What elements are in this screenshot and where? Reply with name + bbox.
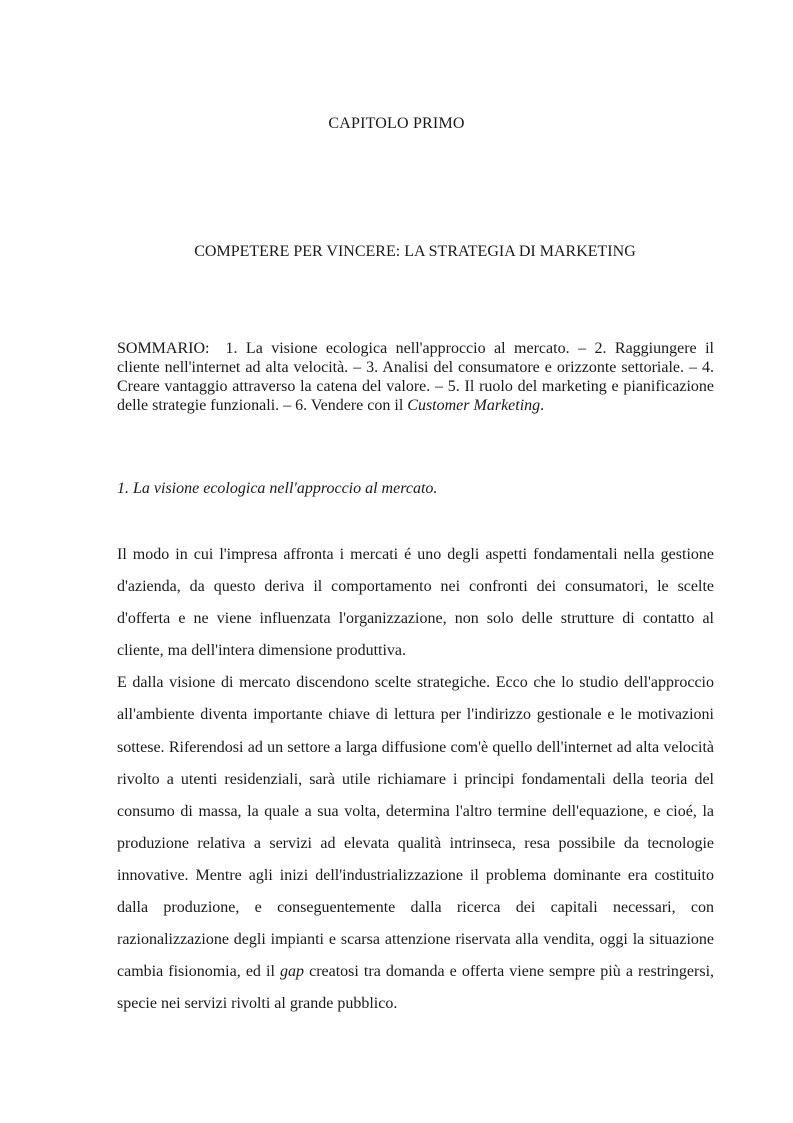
- section-heading: 1. La visione ecologica nell'approccio al mercato.: [117, 480, 438, 497]
- body-paragraph-2-text: E dalla visione di mercato discendono scelte strategiche. Ecco che lo studio dell'approccio all'ambiente diventa importante chiave di lettura per l'indirizzo gestionale e le motivazioni sottese. Riferendosi ad un settore a larga diffusione com'è quello dell'internet ad alta velocità rivolto a utenti residenziali, sarà utile richiamare i principi fondamentali della teoria del consumo di massa, la quale a sua volta, determina l'altro termine dell'equazione, e cioé, la produzione relativa a servizi ad elevata qualità intrinseca, resa possibile da tecnologie innovative. Mentre agli inizi dell'industrializzazione il problema dominante era costituito dalla produzione, e conseguentemente dalla ricerca dei capitali necessari, con razionalizzazione degli impianti e scarsa attenzione riservata alla vendita, oggi la situazione cambia fisionomia, ed il: [117, 674, 714, 981]
- summary-text: 1. La visione ecologica nell'approccio al mercato. – 2. Raggiungere il cliente nell'internet ad alta velocità. – 3. Analisi del consumatore e orizzonte settoriale. – 4. Creare vantaggio attraverso la catena del valore. – 5. Il ruolo del marketing e pianificazione delle strategie funzionali. – 6. Vendere con il: [117, 340, 714, 414]
- body-paragraph-1: Il modo in cui l'impresa affronta i mercati é uno degli aspetti fondamentali nella gestione d'azienda, da questo deriva il comportamento nei confronti dei consumatori, le scelte d'offerta e ne viene influenzata l'organizzazione, non solo delle strutture di contatto al cliente, ma dell'intera dimensione produttiva.: [117, 546, 714, 660]
- chapter-summary: [117, 339, 714, 415]
- chapter-title: COMPETERE PER VINCERE: LA STRATEGIA DI MARKETING: [194, 243, 636, 260]
- summary-emphasis: Customer Marketing: [407, 397, 541, 414]
- body-paragraph-2-end: creatosi tra domanda e offerta viene sempre più a restringersi, specie nei servizi rivolti al grande pubblico.: [117, 963, 715, 1013]
- chapter-label: CAPITOLO PRIMO: [328, 115, 465, 132]
- body-paragraph-2: [117, 667, 714, 1020]
- summary-end: .: [540, 397, 545, 414]
- body-paragraph-2-emphasis: gap: [280, 963, 304, 981]
- summary-lead: SOMMARIO:: [117, 340, 210, 357]
- body-text: [117, 539, 714, 1020]
